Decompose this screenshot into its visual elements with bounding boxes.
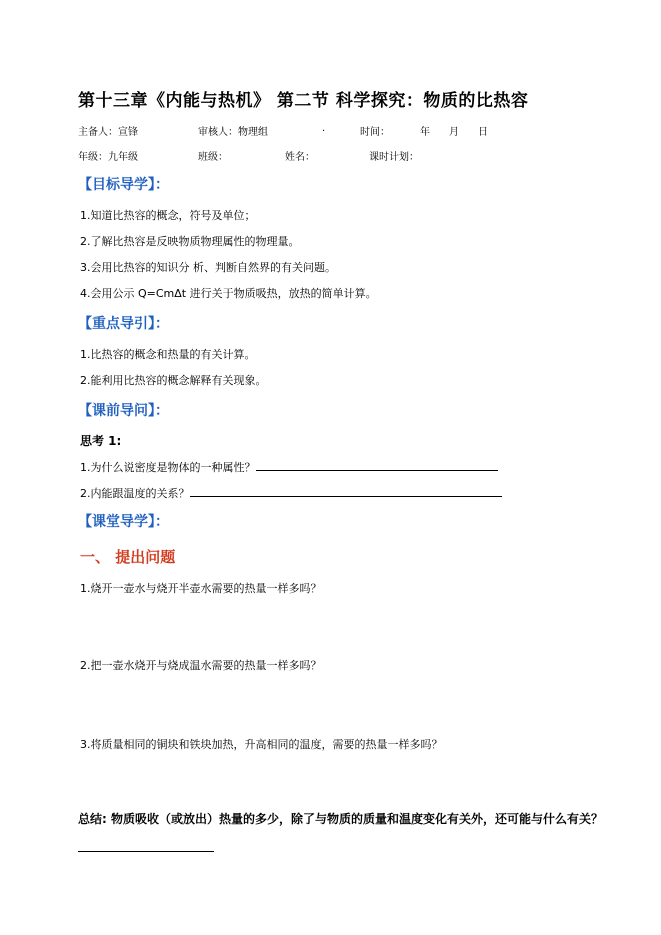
goal-item: 2.了解比热容是反映物质物理属性的物理量。	[80, 235, 300, 248]
goals-heading: 【目标导学】：	[78, 177, 169, 193]
answer-blank[interactable]	[256, 458, 498, 471]
month-label: 月	[449, 127, 459, 138]
goal-item: 1.知道比热容的概念，符号及单位；	[80, 209, 256, 222]
grade: 年级：九年级	[78, 152, 138, 163]
preview-question-text: 1.为什么说密度是物体的一种属性？	[80, 461, 256, 474]
summary-text: 总结: 物质吸收（或放出）热量的多少，除了与物质的质量和温度变化有关外，还可能与什么有关？	[78, 812, 603, 826]
time-label: 时间：	[360, 127, 390, 138]
focus-item: 2.能利用比热容的概念解释有关现象。	[80, 374, 267, 387]
page-title: 第十三章《内能与热机》 第二节 科学探究：物质的比热容	[78, 91, 529, 111]
year-label: 年	[420, 127, 430, 138]
preview-heading: 【课前导问】：	[78, 403, 169, 419]
focus-item: 1.比热容的概念和热量的有关计算。	[80, 348, 256, 361]
class-question: 1.烧开一壶水与烧开半壶水需要的热量一样多吗？	[80, 582, 322, 595]
day-label: 日	[478, 127, 488, 138]
preview-question	[80, 458, 498, 475]
classroom-heading: 【课堂导学】：	[78, 514, 169, 530]
think-label: 思考 1:	[80, 434, 122, 448]
preview-question-text: 2.内能跟温度的关系？	[80, 487, 190, 500]
separator-dot: .	[322, 123, 326, 134]
class-question: 2.把一壶水烧开与烧成温水需要的热量一样多吗？	[80, 659, 322, 672]
goal-item: 3.会用比热容的知识分 析、判断自然界的有关问题。	[80, 261, 336, 274]
answer-blank[interactable]	[190, 484, 502, 497]
class-question: 3.将质量相同的铜块和铁块加热，升高相同的温度，需要的热量一样多吗？	[80, 738, 443, 751]
preview-question	[80, 484, 502, 501]
preparer: 主备人：宣锋	[78, 127, 138, 138]
goal-item: 4.会用公示 Q=CmΔt 进行关于物质吸热，放热的简单计算。	[80, 287, 377, 300]
summary-answer-line[interactable]	[78, 851, 214, 852]
section-title: 一、 提出问题	[80, 548, 176, 566]
reviewer: 审核人：物理组	[198, 127, 268, 138]
name-label: 姓名：	[285, 152, 315, 163]
focus-heading: 【重点导引】：	[78, 316, 169, 332]
plan-label: 课时计划：	[369, 152, 419, 163]
class-label: 班级：	[198, 152, 228, 163]
